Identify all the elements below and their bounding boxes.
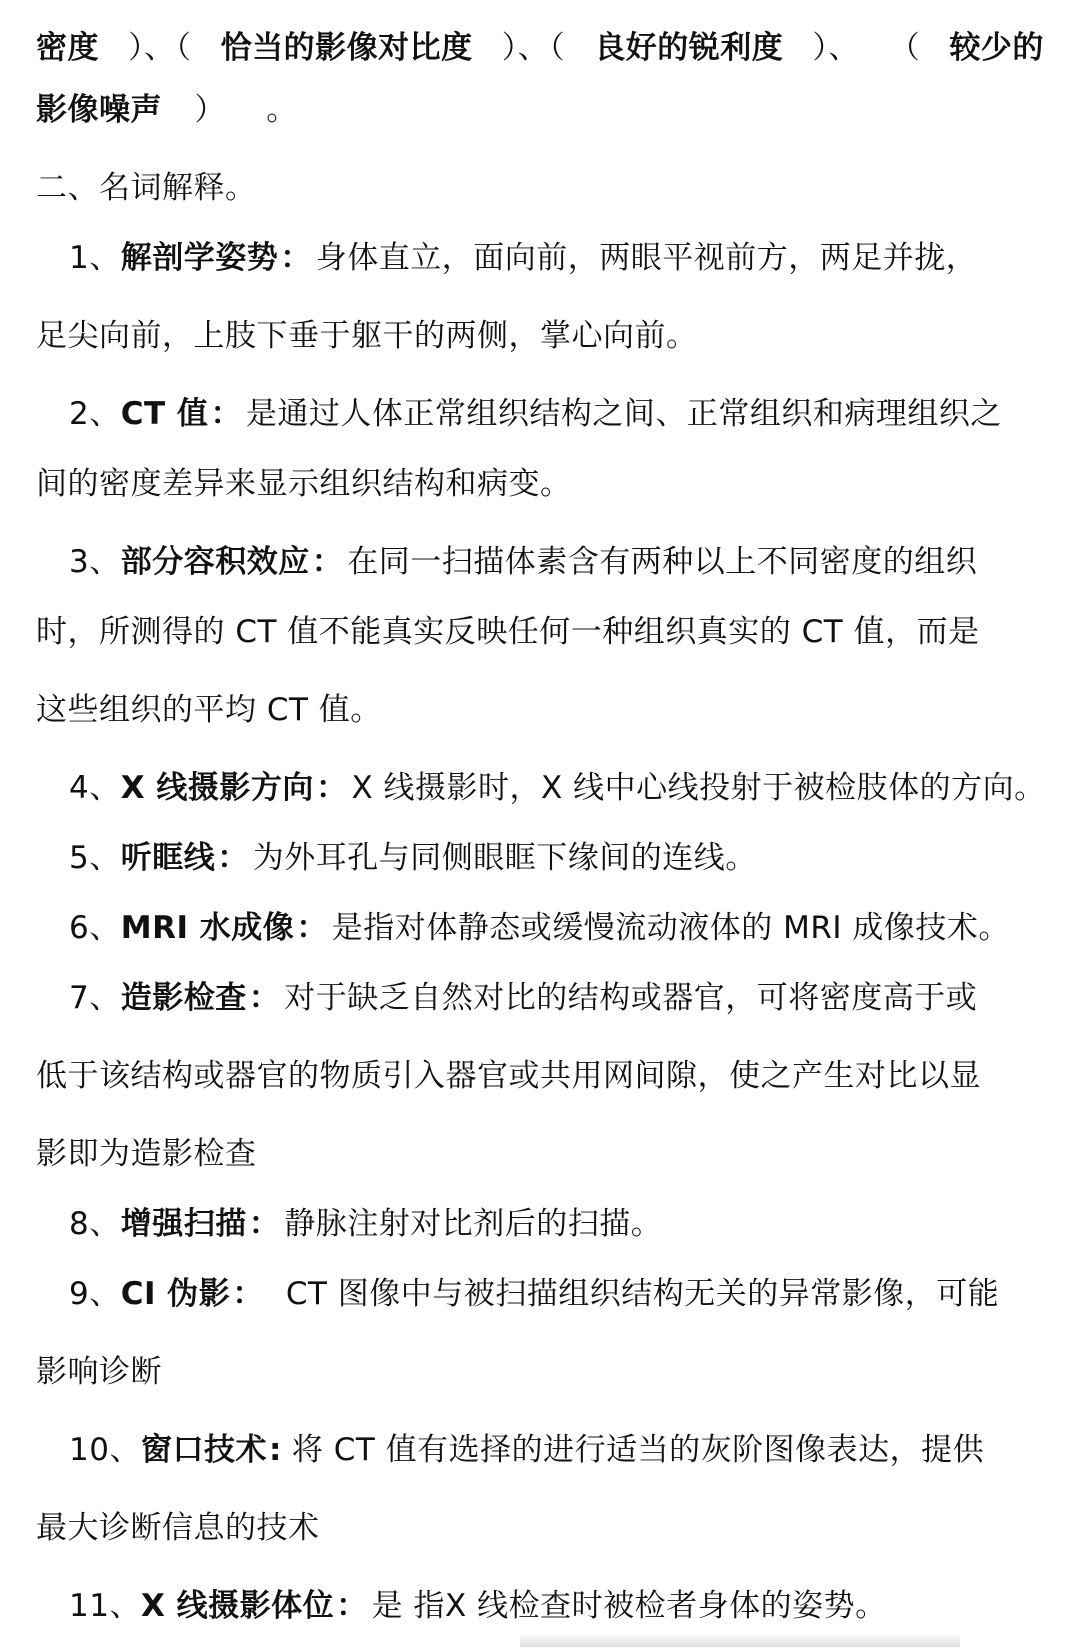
fill-blank-row-1 — [36, 22, 1044, 84]
item-number: 9、 — [69, 1276, 121, 1312]
item-colon: ： — [315, 770, 348, 806]
item-definition: 对于缺乏自然对比的结构或器官，可将密度高于或 — [284, 980, 978, 1016]
definition-item-9 — [36, 1268, 1044, 1346]
item-definition: 是通过人体正常组织结构之间、正常组织和病理组织之 — [245, 396, 1002, 432]
item-term: 窗口技术 — [140, 1432, 267, 1468]
item-term: MRI 水成像 — [120, 910, 295, 946]
item-colon: ： — [248, 980, 281, 1016]
item-definition: CT 图像中与被扫描组织结构无关的异常影像，可能 — [285, 1276, 1000, 1312]
item-definition: X 线摄影时，X 线中心线投射于被检肢体的方向。 — [351, 770, 1046, 806]
item-number: 5、 — [69, 840, 121, 876]
item-term: CI 伪影 — [120, 1276, 231, 1312]
definition-continuation: 这些组织的平均 CT 值。 — [36, 692, 382, 728]
item-colon: ： — [336, 1588, 368, 1624]
fill-blank-row-2 — [36, 84, 1044, 160]
definition-continuation: 影响诊断 — [36, 1354, 162, 1390]
item-term: X 线摄影方向 — [120, 770, 314, 806]
item-colon: ： — [311, 544, 344, 580]
item-definition: 静脉注射对比剂后的扫描。 — [284, 1206, 663, 1242]
item-definition: 是指对体静态或缓慢流动液体的 MRI 成像技术。 — [331, 910, 1010, 946]
answer-less-noise-start: 较少的 — [949, 30, 1044, 66]
bracket: ）、 — [812, 30, 860, 66]
item-term: 听眶线 — [120, 840, 216, 876]
period: 。 — [266, 92, 298, 128]
item-term: 造影检查 — [120, 980, 247, 1016]
definition-continuation: 影即为造影检查 — [36, 1136, 257, 1172]
answer-sharpness: 良好的锐利度 — [594, 30, 784, 66]
item-colon: ： — [296, 910, 328, 946]
item-colon: ： — [248, 1206, 281, 1242]
item-definition: 将 CT 值有选择的进行适当的灰阶图像表达，提供 — [291, 1432, 985, 1468]
item-definition: 是 指X 线检查时被检者身体的姿势。 — [371, 1588, 887, 1624]
bracket: （ — [888, 30, 921, 66]
definition-item-5 — [36, 832, 1044, 902]
definition-item-8 — [36, 1198, 1044, 1268]
item-term: 增强扫描 — [120, 1206, 247, 1242]
definition-continuation: 最大诊断信息的技术 — [36, 1510, 320, 1546]
item-term: X 线摄影体位 — [140, 1588, 335, 1624]
answer-contrast: 恰当的影像对比度 — [220, 30, 473, 66]
item-number: 7、 — [69, 980, 121, 1016]
item-term: 解剖学姿势 — [120, 240, 279, 276]
item-number: 4、 — [69, 770, 121, 806]
item-definition: 为外耳孔与同侧眼眶下缘间的连线。 — [252, 840, 757, 876]
answer-noise: 影像噪声 — [36, 92, 162, 128]
definition-continuation: 低于该结构或器官的物质引入器官或共用网间隙，使之产生对比以显 — [36, 1058, 981, 1094]
bracket: ） — [194, 92, 226, 128]
definition-continuation: 间的密度差异来显示组织结构和病变。 — [36, 466, 572, 502]
definition-item-1 — [36, 232, 1044, 310]
item-number: 10、 — [69, 1432, 141, 1468]
bracket: ）、（ — [128, 30, 192, 66]
item-colon: ： — [217, 840, 249, 876]
item-colon: : — [268, 1432, 282, 1468]
definition-continuation: 足尖向前，上肢下垂于躯干的两侧，掌心向前。 — [36, 318, 698, 354]
definition-item-6 — [36, 902, 1044, 972]
item-colon: ： — [280, 240, 312, 276]
definition-item-2 — [36, 388, 1044, 458]
item-definition: 身体直立，面向前，两眼平视前方，两足并拢， — [315, 240, 978, 276]
item-number: 1、 — [69, 240, 121, 276]
item-term: 部分容积效应 — [120, 544, 310, 580]
item-term: CT 值 — [120, 396, 209, 432]
item-number: 6、 — [69, 910, 121, 946]
bracket: ）、（ — [501, 30, 566, 66]
page-edge-shadow — [520, 1633, 960, 1647]
item-number: 3、 — [69, 544, 121, 580]
definition-item-3 — [36, 536, 1044, 606]
item-number: 8、 — [69, 1206, 121, 1242]
item-definition: 在同一扫描体素含有两种以上不同密度的组织 — [347, 544, 978, 580]
section-heading: 二、名词解释。 — [36, 170, 257, 206]
item-number: 2、 — [69, 396, 121, 432]
text-density: 密度 — [36, 30, 99, 66]
definition-item-7 — [36, 972, 1044, 1050]
item-colon: ： — [232, 1276, 264, 1312]
item-number: 11、 — [69, 1588, 141, 1624]
definition-continuation: 时，所测得的 CT 值不能真实反映任何一种组织真实的 CT 值，而是 — [36, 614, 980, 650]
definition-item-10 — [36, 1424, 1044, 1502]
definition-item-4 — [36, 762, 1044, 832]
item-colon: ： — [210, 396, 242, 432]
